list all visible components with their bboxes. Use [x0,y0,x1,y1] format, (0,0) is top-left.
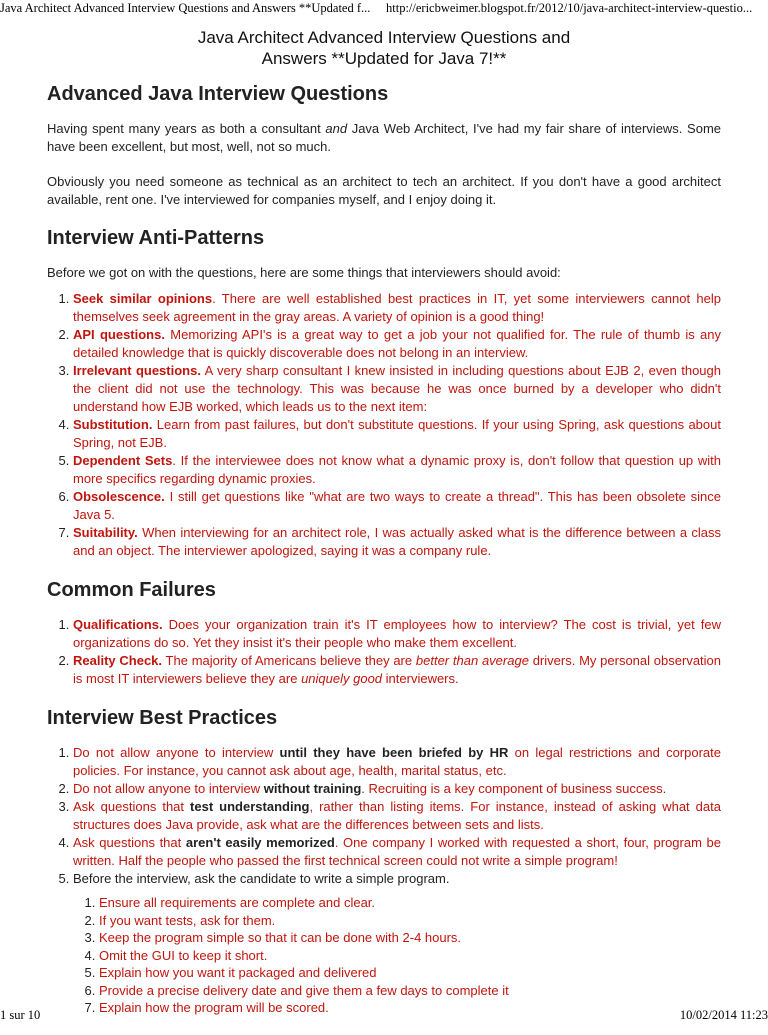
item-text: . If the interviewee does not know what a dynamic proxy is, don't follow that question up with more specifics regarding dynamic proxies. [73,453,721,486]
item-text: The majority of Americans believe they are [162,653,416,668]
list-item [73,362,721,416]
item-text: A very sharp consultant I knew insisted in including questions about EJB 2, even though the client did not use the technology. This was because he was once burned by a developer who didn't understand how EJB worked, which leads us to the next item: [73,363,721,414]
item-text: interviewers. [382,671,459,686]
sub-list-item: 1. Ensure all requirements are complete and clear. [99,894,721,912]
post-title-line-2: Answers **Updated for Java 7!** [261,49,507,68]
heading-anti-patterns: Interview Anti-Patterns [47,227,265,249]
item-term: API questions. [73,327,165,342]
best-practices-list [47,744,721,1017]
sub-list-item: 3. Keep the program simple so that it can be done with 2-4 hours. [99,929,721,947]
item-text: . There are well established best practices in IT, yet some interviewers cannot help themselves seek agreement in the gray areas. A variety of opinion is a good thing! [73,291,722,324]
intro-p1-text-b: Java Web Architect, I've had my fair share of interviews. Some have been excellent, but most, well, not so much. [47,121,722,154]
list-item [73,524,721,560]
item-text: When interviewing for an architect role, I was actually asked what is the difference between a class and an object. The interviewer apologized, saying it was a company rule. [73,525,721,558]
print-header-page-title: Java Architect Advanced Interview Questions and Answers **Updated f... [0,1,371,15]
item-term: Qualifications. [73,617,163,632]
intro-p1-text-a: Having spent many years as both a consultant [47,121,326,136]
item-text: Memorizing API's is a great way to get a job your not qualified for. The rule of thumb is any detailed knowledge that is quickly discoverable does not belong in an interview. [73,327,721,360]
list-item [73,744,721,780]
list-item [73,326,721,362]
heading-advanced-java: Advanced Java Interview Questions [47,83,389,105]
print-timestamp: 10/02/2014 11:23 [679,1008,768,1022]
item-term: Reality Check. [73,653,163,668]
sub-list-item: 5. Explain how you want it packaged and delivered [99,964,721,982]
post-title-line-1: Java Architect Advanced Interview Questions and [197,30,571,47]
item-text: Does your organization train it's IT employees how to interview? The cost is trivial, yet few organizations do so. Yet they insist it's their people who make them excellent. [73,617,721,650]
sub-list-item: 7. Explain how the program will be scored. [99,999,721,1017]
item-text: Ask questions that [73,835,186,850]
intro-p1-emphasis: and [325,121,348,136]
item-text: I still get questions like "what are two ways to create a thread". This has been obsolete since Java 5. [73,489,721,522]
article [47,30,721,1035]
item-text: Ask questions that [73,799,191,814]
item-term: without training [263,781,362,796]
sub-list-item: 4. Omit the GUI to keep it short. [99,947,721,965]
list-item [73,416,721,452]
item-term: Substitution. [73,417,153,432]
list-item [73,834,721,870]
sub-list-item: 2. If you want tests, ask for them. [99,912,721,930]
post-title [47,30,721,70]
item-text: on legal restrictions and corporate policies. For instance, you cannot ask about age, health, marital status, etc. [73,745,721,778]
sub-list-item: 6. Provide a precise delivery date and give them a few days to complete it [99,982,721,1000]
item-emphasis: better than average [415,653,529,668]
heading-common-failures: Common Failures [47,579,216,601]
print-footer [0,1007,768,1023]
page-counter: 1 sur 10 [0,1008,41,1022]
program-steps-list [73,894,721,1017]
item-term: Seek similar opinions [73,291,213,306]
list-item [73,290,721,326]
list-item [73,870,721,1017]
item-text: Do not allow anyone to interview [73,781,264,796]
item-emphasis: uniquely good [301,671,383,686]
print-header [0,0,768,16]
item-text: Do not allow anyone to interview [73,745,280,760]
list-item [73,652,721,688]
item-text: Before the interview, ask the candidate to write a simple program. [73,871,450,886]
item-text: drivers. My personal observation is most IT interviewers believe they are [73,653,722,686]
item-term: aren't easily memorized [185,835,335,850]
intro-paragraph-1 [47,120,721,156]
item-text: . Recruiting is a key component of business success. [361,781,667,796]
intro-paragraph-2: Obviously you need someone as technical as an architect to tech an architect. If you don't have a good architect available, rent one. I've interviewed for companies myself, and I enjoy doing it. [47,174,721,207]
item-term: test understanding [190,799,310,814]
item-term: Irrelevant questions. [73,363,201,378]
item-term: Obsolescence. [73,489,165,504]
list-item [73,452,721,488]
list-item [73,780,721,798]
item-term: Suitability. [73,525,138,540]
list-item [73,488,721,524]
anti-patterns-list [47,290,721,560]
print-header-url: http://ericbweimer.blogspot.fr/2012/10/java-architect-interview-questio... [386,1,753,15]
item-term: until they have been briefed by HR [279,745,509,760]
anti-patterns-intro: Before we got on with the questions, here are some things that interviewers should avoid: [47,265,561,280]
common-failures-list [47,616,721,688]
item-text: , rather than listing items. For instance, instead of asking what data structures does Java provide, ask what are the differences between sets and lists. [73,799,721,832]
heading-best-practices: Interview Best Practices [47,707,278,729]
item-text: . One company I worked with requested a short, four, program be written. Half the people who passed the first technical screen could not write a simple program! [73,835,721,868]
list-item [73,616,721,652]
item-term: Dependent Sets [73,453,173,468]
item-text: Learn from past failures, but don't substitute questions. If your using Spring, ask questions about Spring, not EJB. [73,417,721,450]
list-item [73,798,721,834]
